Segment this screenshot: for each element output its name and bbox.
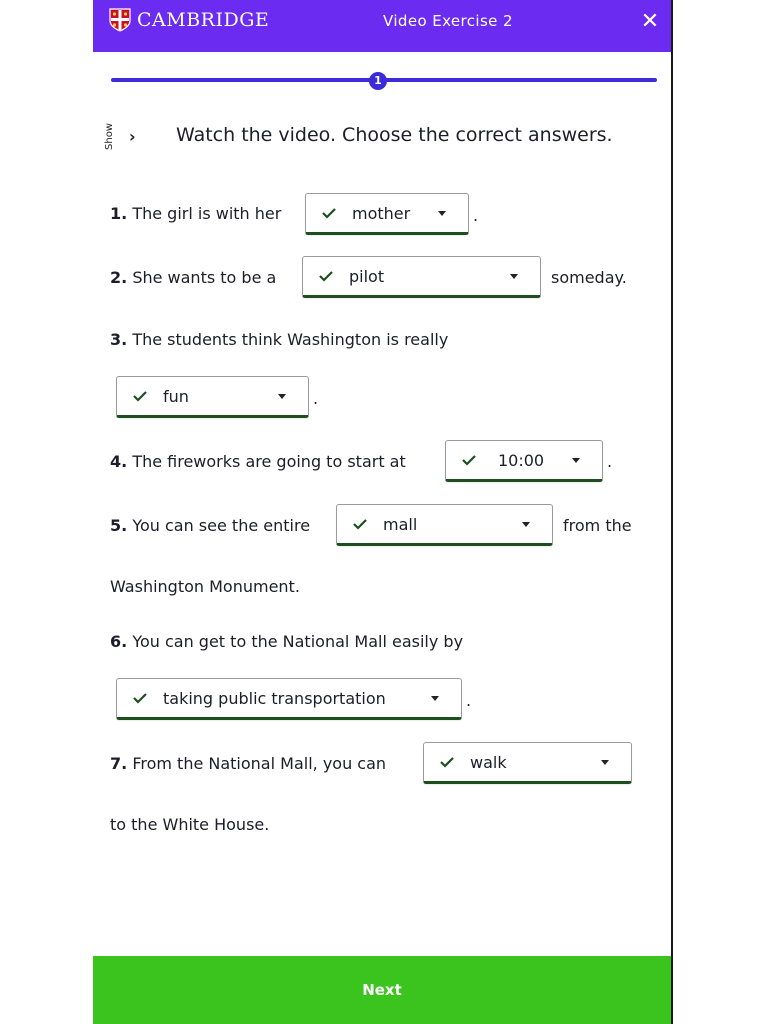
chevron-down-icon [431, 696, 439, 701]
answer-dropdown-3[interactable] [116, 376, 309, 418]
sentence-continuation-line: to the White House. [110, 815, 270, 834]
sentence-continuation: someday. [551, 268, 627, 287]
question-number: 5. [110, 516, 128, 535]
check-icon [353, 518, 367, 530]
question-text: The girl is with her [132, 204, 282, 223]
chevron-down-icon [601, 760, 609, 765]
header-bar [93, 0, 671, 52]
question-number: 4. [110, 452, 128, 471]
question-text: You can see the entire [132, 516, 311, 535]
close-button[interactable]: ✕ [640, 9, 660, 34]
chevron-down-icon [278, 394, 286, 399]
check-icon [462, 454, 476, 466]
check-icon [322, 207, 336, 219]
answer-dropdown-4[interactable] [445, 440, 603, 482]
show-tab[interactable] [99, 108, 119, 164]
check-icon [133, 692, 147, 704]
sentence-end: . [466, 691, 472, 710]
question-5 [110, 516, 310, 535]
selected-value: 10:00 [498, 450, 545, 470]
chevron-down-icon [438, 211, 446, 216]
next-button[interactable]: Next [93, 956, 671, 1024]
sentence-end: . [473, 206, 479, 225]
chevron-right-icon[interactable]: › [129, 127, 136, 146]
question-text: The fireworks are going to start at [132, 452, 406, 471]
sentence-continuation: from the [563, 516, 632, 535]
selected-value: pilot [349, 266, 385, 286]
question-number: 6. [110, 632, 128, 651]
question-number: 7. [110, 754, 128, 773]
left-margin [0, 0, 93, 1024]
sentence-end: . [313, 389, 319, 408]
question-number: 1. [110, 204, 128, 223]
selected-value: mother [352, 203, 411, 223]
sentence-continuation-line: Washington Monument. [110, 577, 300, 596]
brand-name: CAMBRIDGE [137, 9, 270, 31]
answer-dropdown-7[interactable] [423, 742, 632, 784]
instruction-text: Watch the video. Choose the correct answers. [176, 124, 613, 146]
chevron-down-icon [572, 458, 580, 463]
exercise-title: Video Exercise 2 [383, 12, 513, 30]
question-number: 3. [110, 330, 128, 349]
show-tab-label: Show [103, 122, 115, 150]
sentence-end: . [607, 452, 613, 471]
check-icon [319, 270, 333, 282]
question-7 [110, 754, 386, 773]
answer-dropdown-2[interactable] [302, 256, 541, 298]
crest-icon [109, 8, 131, 32]
progress-step-indicator[interactable]: 1 [369, 72, 387, 90]
question-text: The students think Washington is really [132, 330, 449, 349]
question-number: 2. [110, 268, 128, 287]
selected-value: mall [383, 514, 418, 534]
answer-dropdown-1[interactable] [305, 193, 469, 235]
selected-value: walk [470, 752, 507, 772]
answer-dropdown-6[interactable] [116, 678, 462, 720]
exercise-panel [93, 0, 671, 1024]
question-4 [110, 452, 406, 471]
question-6 [110, 632, 463, 651]
question-text: She wants to be a [132, 268, 277, 287]
cambridge-logo [109, 8, 269, 32]
right-margin [671, 0, 768, 1024]
question-text: You can get to the National Mall easily by [132, 632, 464, 651]
check-icon [133, 390, 147, 402]
chevron-down-icon [522, 522, 530, 527]
check-icon [440, 756, 454, 768]
question-3 [110, 330, 448, 349]
selected-value: fun [163, 386, 189, 406]
question-1 [110, 204, 281, 223]
chevron-down-icon [510, 274, 518, 279]
question-text: From the National Mall, you can [132, 754, 387, 773]
answer-dropdown-5[interactable] [336, 504, 553, 546]
question-2 [110, 268, 276, 287]
selected-value: taking public transportation [163, 688, 386, 708]
